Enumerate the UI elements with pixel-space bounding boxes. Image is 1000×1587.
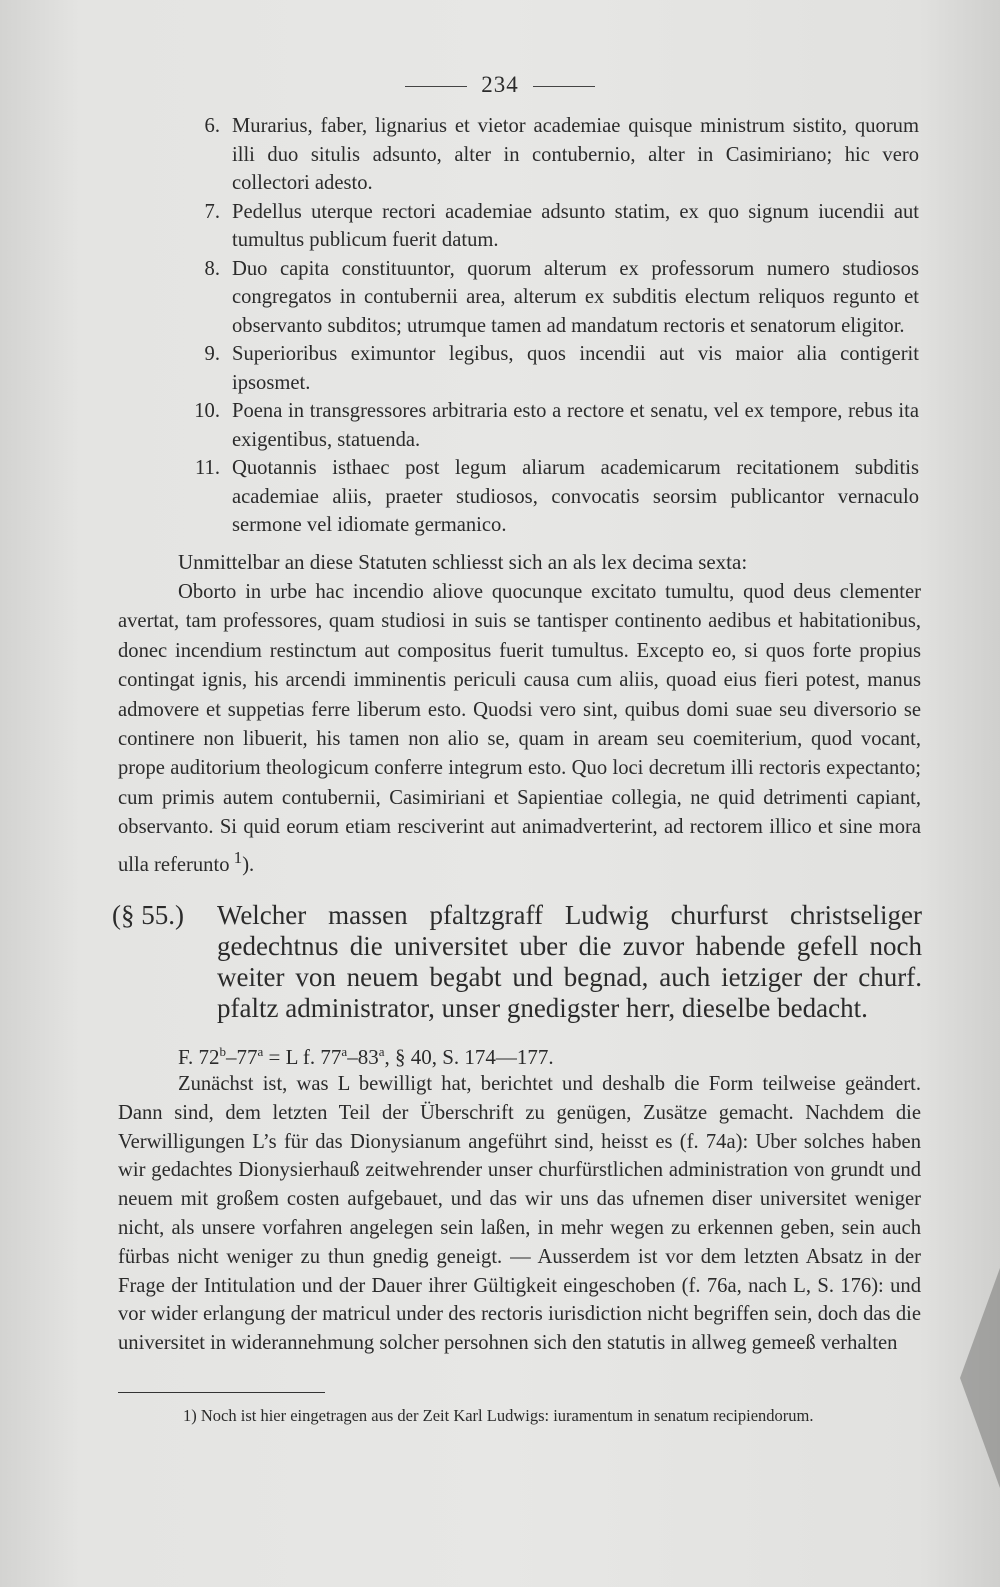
source-sup: a: [257, 1044, 264, 1059]
source-part: = L f. 77: [263, 1045, 342, 1069]
section-heading: [112, 900, 922, 1024]
page-edge-shadow: [960, 1268, 1000, 1488]
source-sup: b: [219, 1044, 226, 1059]
statute-item: [182, 112, 919, 198]
lex-text: Oborto in urbe hac incendio aliove quocunque excitato tumultu, quod deus clementer avertat, tam professores, quam studiosi in suis se tantisper continento aedibus et habitationibus, donec incendium restinctum aut compositus fuerit tumultus. Excepto eo, si quos forte propius contingat ignis, his arcendi imminentis periculi causa cum aliis, quoad eius fieri potest, manus admovere et suppetias ferre liberum esto. Quodsi vero sint, quibus domi suae seu diversorio se continere non libuerit, his tamen non alio se, quam in aream seu coemiterium, quod vocant, prope auditorium theologicum conferre integrum esto. Quo loci decretum illi rectoris expectanto; cum primis autem contubernii, Casimiriani et Sapientiae collegia, ne quid detrimenti capiant, observanto. Si quid eorum etiam resciverint aut animadverterint, ad rectorem illico et sine mora ulla referunto: [118, 581, 921, 876]
page-number: 234: [481, 72, 519, 97]
statute-number: 9.: [204, 343, 220, 365]
statute-item: [182, 397, 919, 454]
source-part: –77: [226, 1045, 258, 1069]
statute-number: 11.: [195, 457, 220, 479]
source-sup: a: [341, 1044, 348, 1059]
footnote-divider: [118, 1392, 325, 1393]
source-part: –83: [347, 1045, 379, 1069]
statute-list: [182, 112, 919, 540]
statute-number: 7.: [204, 200, 220, 223]
statute-text: Poena in transgressores arbitraria esto a rectore et senatu, vel ex tempore, rebus ita exigentibus, statuenda.: [232, 400, 919, 451]
source-part: F. 72: [178, 1045, 220, 1069]
statute-text: Superioribus eximuntor legibus, quos incendii aut vis maior alia contigerit ipsosmet.: [232, 343, 919, 394]
statute-text: Pedellus uterque rectori academiae adsunto statim, ex quo signum iucendii aut tumultus publicum fuerit datum.: [232, 200, 919, 251]
section-title: Welcher massen pfaltzgraff Ludwig churfurst christseliger gedechtnus die universitet uber die zuvor habende gefell noch weiter von neuem begabt und begnad, auch ietziger der churf. pfaltz administrator, unser gnedigster herr, dieselbe bedacht.: [217, 900, 922, 1023]
source-reference: [178, 1044, 554, 1070]
statute-item: [182, 255, 919, 341]
footnote: 1) Noch ist hier eingetragen aus der Zeit Karl Ludwigs: iuramentum in senatum recipiendorum.: [183, 1406, 814, 1425]
footnote-marker[interactable]: 1: [233, 847, 243, 867]
statute-text: Duo capita constituuntor, quorum alterum ex professorum numero studiosos congregatos in contubernii area, alterum ex subditis electum reliquos regunto et observanto subditos; utrumque tamen ad mandatum rectoris et senatorum eligitor.: [232, 257, 919, 337]
lex-end: ).: [242, 853, 255, 876]
statute-item: [182, 198, 919, 255]
header-rule-right: [533, 86, 595, 87]
statute-number: 6.: [204, 115, 220, 137]
statute-text: Murarius, faber, lignarius et vietor academiae quisque ministrum sistito, quorum illi duo situlis adsunto, alter in contubernio, alter in Casimiriano; hic vero collectori adesto.: [232, 115, 919, 194]
intro-line: Unmittelbar an diese Statuten schliesst sich an als lex decima sexta:: [178, 550, 748, 574]
statute-item: [182, 340, 919, 397]
section-number: (§ 55.): [112, 900, 184, 930]
source-sup: a: [378, 1044, 385, 1059]
statute-text: Quotannis isthaec post legum aliarum academicarum recitationem subditis academiae aliis, praeter studiosos, convocatis seorsim publicantor vernaculo sermone vel idiomate germanico.: [232, 457, 919, 536]
source-part: , § 40, S. 174—177.: [384, 1045, 554, 1069]
header-rule-left: [405, 86, 467, 87]
lex-paragraph: [118, 578, 921, 880]
statute-number: 8.: [204, 257, 220, 280]
page-header: [0, 72, 1000, 98]
statute-item: [182, 454, 919, 540]
commentary-paragraph: Zunächst ist, was L bewilligt hat, berichtet und deshalb die Form teilweise geändert. Dann sind, dem letzten Teil der Überschrift zu genügen, Zusätze gemacht. Nachdem die Verwilligungen L’s für das Dionysianum angeführt sind, heisst es (f. 74a): Uber solches haben wir gedachtes Dionysierhauß zeitwehrender unser churfürstlichen administration von grundt und neuem mit großem costen aufgebauet, und das wir uns das ufnemen diser universitet weniger nicht, als unsere vorfahren angelegen sein laßen, in mehr wegen zu erkennen geben, sein auch fürbas nicht weniger zu thun gnedig geneigt. — Ausserdem ist vor dem letzten Absatz in der Frage der Intitulation und der Dauer ihrer Gültigkeit eingeschoben (f. 76a, nach L, S. 176): und vor wider erlangung der matricul under des rectoris iurisdiction nicht begriffen sein, doch das die universitet in widerannehmung solcher persohnen sich den statutis in allweg gemeeß verhalten: [118, 1073, 921, 1355]
statute-number: 10.: [194, 400, 220, 422]
